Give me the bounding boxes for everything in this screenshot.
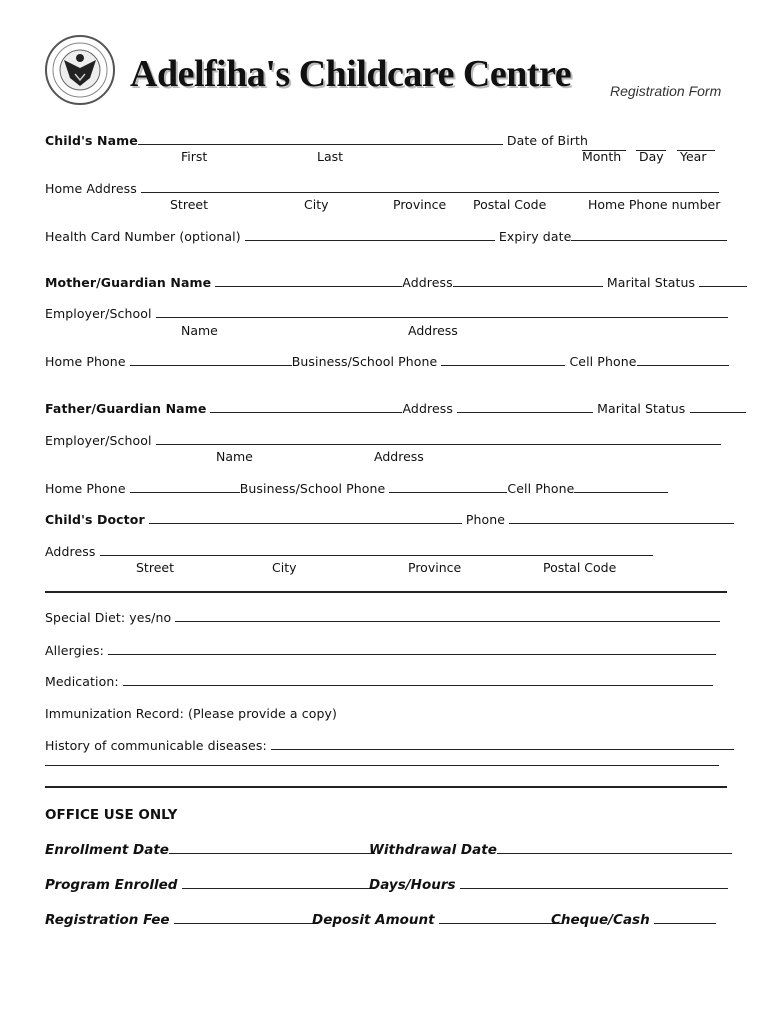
cheque-row [551,912,716,928]
father-home-phone-label: Home Phone [45,481,126,496]
history-row [45,738,734,753]
mother-home-phone-field[interactable] [130,354,292,366]
diet-row [45,610,720,625]
section-divider-1 [45,591,727,593]
medication-row [45,674,713,689]
health-card-row [45,229,727,244]
home-phone-number-caption: Home Phone number [588,197,721,212]
health-card-label: Health Card Number (optional) [45,229,241,244]
days-hours-field[interactable] [460,877,728,889]
withdrawal-field[interactable] [497,842,732,854]
deposit-label: Deposit Amount [312,912,435,928]
month-caption: Month [582,149,622,164]
allergies-field[interactable] [108,643,716,655]
doctor-postal-code-caption: Postal Code [543,560,617,575]
father-employer-label: Employer/School [45,433,152,448]
enrollment-label: Enrollment Date [45,842,169,858]
doctor-phone-label: Phone [465,512,506,527]
city-caption: City [304,197,329,212]
allergies-label: Allergies: [45,643,104,658]
home-address-label: Home Address [45,181,137,196]
childs-name-row [45,133,588,148]
doctor-label: Child's Doctor [45,512,145,527]
father-address-caption: Address [374,449,424,464]
home-address-field[interactable] [141,181,719,193]
dob-label: Date of Birth [506,133,589,148]
father-name-caption: Name [216,449,253,464]
mother-cell-phone-label: Cell Phone [569,354,637,369]
medication-label: Medication: [45,674,119,689]
mother-phone-row [45,354,729,369]
mother-name-caption: Name [181,323,218,338]
doctor-field[interactable] [149,512,462,524]
mother-name-field[interactable] [215,275,402,287]
father-cell-phone-field[interactable] [574,481,668,493]
postal-code-caption: Postal Code [473,197,547,212]
childs-name-label: Child's Name [45,133,138,148]
section-divider-2 [45,786,727,788]
doctor-province-caption: Province [408,560,462,575]
doctor-street-caption: Street [136,560,174,575]
doctor-row [45,512,734,527]
year-caption: Year [680,149,707,164]
father-address-field[interactable] [457,401,593,413]
mother-employer-label: Employer/School [45,306,152,321]
diet-field[interactable] [175,610,720,622]
father-name-label: Father/Guardian Name [45,401,207,416]
street-caption: Street [170,197,208,212]
withdrawal-row [369,842,732,858]
program-field[interactable] [182,877,375,889]
mother-home-phone-label: Home Phone [45,354,126,369]
doctor-city-caption: City [272,560,297,575]
program-label: Program Enrolled [45,877,178,893]
father-address-label: Address [402,401,453,416]
fee-field[interactable] [174,912,318,924]
cheque-label: Cheque/Cash [551,912,650,928]
mother-cell-phone-field[interactable] [637,354,729,366]
father-cell-phone-label: Cell Phone [507,481,575,496]
father-marital-field[interactable] [690,401,746,413]
father-home-phone-field[interactable] [130,481,240,493]
program-row [45,877,375,893]
doctor-address-field[interactable] [100,544,653,556]
father-marital-label: Marital Status [597,401,686,416]
father-business-phone-label: Business/School Phone [239,481,386,496]
office-heading: OFFICE USE ONLY [45,807,178,823]
history-field-continued[interactable] [45,755,719,766]
expiry-label: Expiry date [498,229,572,244]
home-address-row [45,181,719,196]
mother-address-field[interactable] [453,275,603,287]
father-employer-field[interactable] [156,433,721,445]
days-hours-label: Days/Hours [369,877,456,893]
first-caption: First [181,149,208,164]
diet-label: Special Diet: yes/no [45,610,172,625]
withdrawal-label: Withdrawal Date [369,842,497,858]
immunization-note: Immunization Record: (Please provide a copy) [45,706,337,721]
mother-name-label: Mother/Guardian Name [45,275,212,290]
father-row [45,401,746,416]
form-subtitle: Registration Form [610,83,722,99]
health-card-field[interactable] [245,229,495,241]
medication-field[interactable] [123,674,713,686]
mother-address-label: Address [402,275,453,290]
mother-business-phone-field[interactable] [441,354,565,366]
enrollment-field[interactable] [169,842,375,854]
allergies-row [45,643,716,658]
enrollment-row [45,842,375,858]
history-field[interactable] [271,738,734,750]
doctor-address-row [45,544,653,559]
doctor-phone-field[interactable] [509,512,734,524]
mother-marital-label: Marital Status [606,275,696,290]
childs-name-field[interactable] [138,133,503,145]
days-hours-row [369,877,728,893]
mother-address-caption: Address [408,323,458,338]
father-phone-row [45,481,668,496]
fee-label: Registration Fee [45,912,170,928]
expiry-field[interactable] [571,229,727,241]
logo-seal [44,34,116,106]
mother-employer-row [45,306,728,321]
father-name-field[interactable] [210,401,402,413]
cheque-field[interactable] [654,912,716,924]
father-business-phone-field[interactable] [389,481,507,493]
doctor-address-label: Address [45,544,96,559]
page-title: Adelfiha's Childcare Centre [130,53,572,95]
mother-marital-field[interactable] [699,275,747,287]
last-caption: Last [317,149,344,164]
deposit-row [312,912,563,928]
province-caption: Province [393,197,447,212]
day-caption: Day [639,149,664,164]
fee-row [45,912,318,928]
mother-row [45,275,747,290]
father-employer-row [45,433,721,448]
mother-employer-field[interactable] [156,306,728,318]
mother-business-phone-label: Business/School Phone [291,354,438,369]
history-label: History of communicable diseases: [45,738,267,753]
deposit-field[interactable] [439,912,563,924]
